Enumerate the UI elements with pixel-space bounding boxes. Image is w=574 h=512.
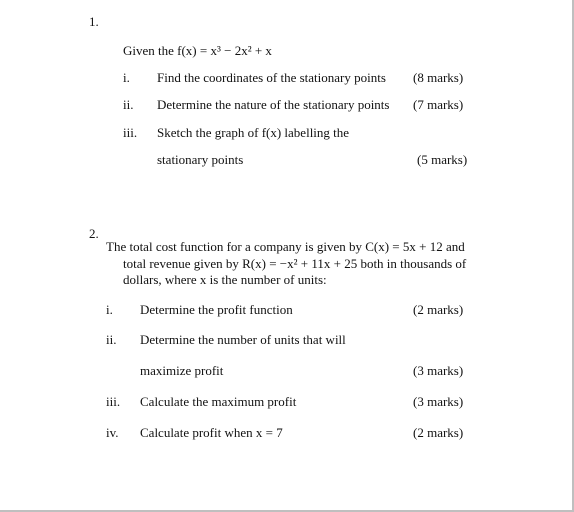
q1-part-iii-label: iii. xyxy=(123,125,138,140)
q2-part-ii-text-continued: maximize profit xyxy=(140,363,224,378)
question-2-stem-line-3: dollars, where x is the number of units: xyxy=(123,272,327,287)
q2-part-ii-marks: (3 marks) xyxy=(413,363,464,378)
question-2-stem-line-1: The total cost function for a company is given by C(x) = 5x + 12 and xyxy=(106,239,465,254)
q2-part-i-text: Determine the profit function xyxy=(140,302,293,317)
question-2-number: 2. xyxy=(89,226,99,241)
q2-part-iv-label: iv. xyxy=(106,425,119,440)
question-1-number: 1. xyxy=(89,14,99,29)
q2-part-iv-text: Calculate profit when x = 7 xyxy=(140,425,283,440)
q1-part-ii-label: ii. xyxy=(123,97,134,112)
q1-part-ii-marks: (7 marks) xyxy=(413,97,464,112)
q1-part-iii-text-continued: stationary points xyxy=(157,152,244,167)
q1-part-ii-text: Determine the nature of the stationary points xyxy=(157,97,390,112)
q2-part-iii-text: Calculate the maximum profit xyxy=(140,394,297,409)
q2-part-i-marks: (2 marks) xyxy=(413,302,464,317)
question-2-stem-line-2: total revenue given by R(x) = −x² + 11x + 25 both in thousands of xyxy=(123,256,467,271)
q2-part-ii-label: ii. xyxy=(106,332,117,347)
q1-part-iii-text: Sketch the graph of f(x) labelling the xyxy=(157,125,350,140)
question-1-stem: Given the f(x) = x³ − 2x² + x xyxy=(123,43,272,58)
q1-part-i-label: i. xyxy=(123,70,130,85)
q1-part-i-text: Find the coordinates of the stationary points xyxy=(157,70,386,85)
q1-part-iii-marks: (5 marks) xyxy=(417,152,468,167)
q2-part-iv-marks: (2 marks) xyxy=(413,425,464,440)
q2-part-i-label: i. xyxy=(106,302,113,317)
q1-part-i-marks: (8 marks) xyxy=(413,70,464,85)
q2-part-iii-marks: (3 marks) xyxy=(413,394,464,409)
q2-part-ii-text: Determine the number of units that will xyxy=(140,332,346,347)
q2-part-iii-label: iii. xyxy=(106,394,121,409)
